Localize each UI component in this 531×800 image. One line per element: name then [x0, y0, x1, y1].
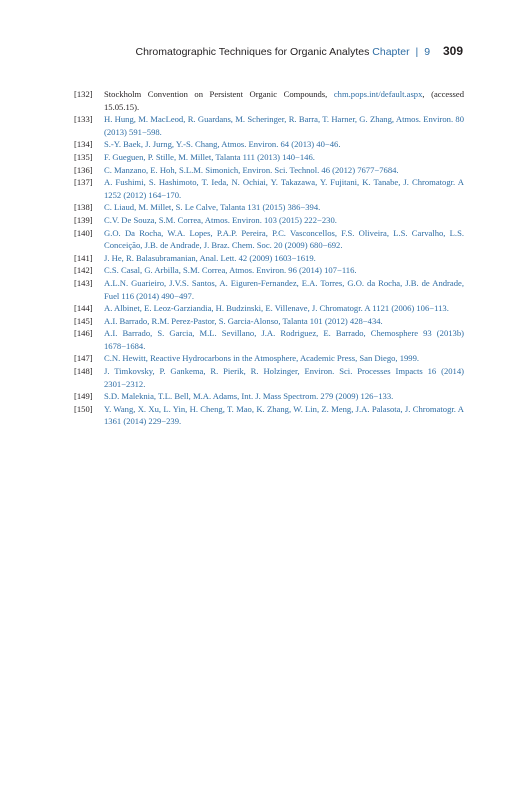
- reference-item: [74, 151, 464, 164]
- reference-text[interactable]: H. Hung, M. MacLeod, R. Guardans, M. Scheringer, R. Barra, T. Harner, G. Zhang, Atmos. Environ. 80 (2013) 591−598.: [104, 114, 464, 137]
- reference-text-pre: Stockholm Convention on Persistent Organic Compounds,: [104, 89, 334, 99]
- reference-text[interactable]: C.N. Hewitt, Reactive Hydrocarbons in the Atmosphere, Academic Press, San Diego, 1999.: [104, 353, 420, 364]
- reference-item: [74, 327, 464, 352]
- running-header: [135, 44, 463, 58]
- reference-item: [74, 214, 464, 227]
- running-header-title: Chromatographic Techniques for Organic Analytes: [135, 46, 370, 58]
- reference-number: [134]: [74, 139, 93, 150]
- reference-text[interactable]: C.S. Casal, G. Arbilla, S.M. Correa, Atmos. Environ. 96 (2014) 107−116.: [104, 265, 357, 276]
- reference-link[interactable]: chm.pops.int/default.aspx: [333, 89, 423, 99]
- reference-text[interactable]: A.L.N. Guarieiro, J.V.S. Santos, A. Eiguren-Fernandez, E.A. Torres, G.O. da Rocha, J.B. de Andrade, Fuel 116 (2014) 490−497.: [104, 277, 464, 301]
- reference-number: [147]: [74, 353, 93, 364]
- reference-number: [140]: [74, 227, 93, 238]
- reference-list: [74, 88, 464, 428]
- reference-text[interactable]: S.D. Maleknia, T.L. Bell, M.A. Adams, Int. J. Mass Spectrom. 279 (2009) 126−133.: [104, 391, 394, 402]
- reference-text[interactable]: C. Liaud, M. Millet, S. Le Calve, Talanta 131 (2015) 386−394.: [104, 202, 321, 213]
- reference-text[interactable]: J. He, R. Balasubramanian, Anal. Lett. 42 (2009) 1603−1619.: [104, 252, 316, 263]
- reference-text-post: , (accessed 15.05.15).: [104, 89, 464, 112]
- reference-number: [150]: [74, 403, 93, 414]
- reference-text[interactable]: F. Gueguen, P. Stille, M. Millet, Talanta 111 (2013) 140−146.: [104, 151, 315, 162]
- reference-item: [74, 352, 464, 365]
- reference-item: [74, 176, 464, 201]
- reference-number: [133]: [74, 114, 93, 125]
- reference-text[interactable]: A.I. Barrado, R.M. Perez-Pastor, S. Garcia-Alonso, Talanta 101 (2012) 428−434.: [104, 315, 383, 326]
- reference-item: [74, 302, 464, 315]
- reference-item: [74, 315, 464, 328]
- reference-number: [138]: [74, 202, 93, 213]
- reference-text[interactable]: A. Albinet, E. Leoz-Garziandia, H. Budzinski, E. Villenave, J. Chromatogr. A 1121 (2006) 106−113.: [104, 303, 449, 314]
- reference-text[interactable]: J. Timkovsky, P. Gankema, R. Pierik, R. Holzinger, Environ. Sci. Processes Impacts 16 (2014) 2301−2312.: [104, 366, 464, 389]
- reference-number: [141]: [74, 252, 93, 263]
- reference-text[interactable]: Y. Wang, X. Xu, L. Yin, H. Cheng, T. Mao, K. Zhang, W. Lin, Z. Meng, J.A. Palasota, J. Chromatogr. A 1361 (2014) 229−239.: [104, 403, 464, 427]
- header-separator: |: [415, 46, 419, 58]
- reference-number: [136]: [74, 164, 93, 175]
- reference-number: [137]: [74, 177, 93, 188]
- reference-number: [145]: [74, 315, 93, 326]
- reference-item: [74, 227, 464, 252]
- reference-text[interactable]: C.V. De Souza, S.M. Correa, Atmos. Environ. 103 (2015) 222−230.: [104, 214, 337, 225]
- page-number: 309: [442, 44, 463, 58]
- reference-item: [74, 390, 464, 403]
- reference-item: [74, 264, 464, 277]
- reference-text[interactable]: A.I. Barrado, S. Garcia, M.L. Sevillano, J.A. Rodriguez, E. Barrado, Chemosphere 93 (2013b) 1678−1684.: [104, 328, 464, 351]
- chapter-number: 9: [424, 46, 431, 58]
- reference-text[interactable]: C. Manzano, E. Hoh, S.L.M. Simonich, Environ. Sci. Technol. 46 (2012) 7677−7684.: [104, 164, 399, 175]
- reference-item: [74, 277, 464, 302]
- reference-item: [74, 403, 464, 428]
- reference-text[interactable]: A. Fushimi, S. Hashimoto, T. Ieda, N. Ochiai, Y. Takazawa, Y. Fujitani, K. Tanabe, J. Chromatogr. A 1252 (2012) 164−170.: [104, 177, 464, 200]
- reference-item: [74, 365, 464, 390]
- reference-item: [74, 113, 464, 138]
- reference-text[interactable]: S.-Y. Baek, J. Jurng, Y.-S. Chang, Atmos. Environ. 64 (2013) 40−46.: [104, 139, 341, 150]
- reference-number: [132]: [74, 89, 93, 99]
- reference-number: [149]: [74, 391, 93, 402]
- reference-number: [146]: [74, 328, 93, 339]
- reference-item: [74, 138, 464, 151]
- chapter-label: Chapter: [372, 46, 410, 58]
- reference-item: [74, 252, 464, 265]
- reference-number: [144]: [74, 303, 93, 314]
- reference-item: [74, 88, 464, 113]
- reference-number: [139]: [74, 214, 93, 225]
- reference-item: [74, 201, 464, 214]
- reference-item: [74, 164, 464, 177]
- reference-number: [135]: [74, 151, 93, 162]
- reference-number: [142]: [74, 265, 93, 276]
- reference-number: [148]: [74, 366, 93, 377]
- reference-text: [104, 89, 464, 112]
- reference-number: [143]: [74, 277, 93, 288]
- reference-text[interactable]: G.O. Da Rocha, W.A. Lopes, P.A.P. Pereira, P.C. Vasconcellos, F.S. Oliveira, L.S. Carvalho, L.S. Conceição, J.B. de Andrade, J. Braz. Chem. Soc. 20 (2009) 680−692.: [104, 227, 464, 251]
